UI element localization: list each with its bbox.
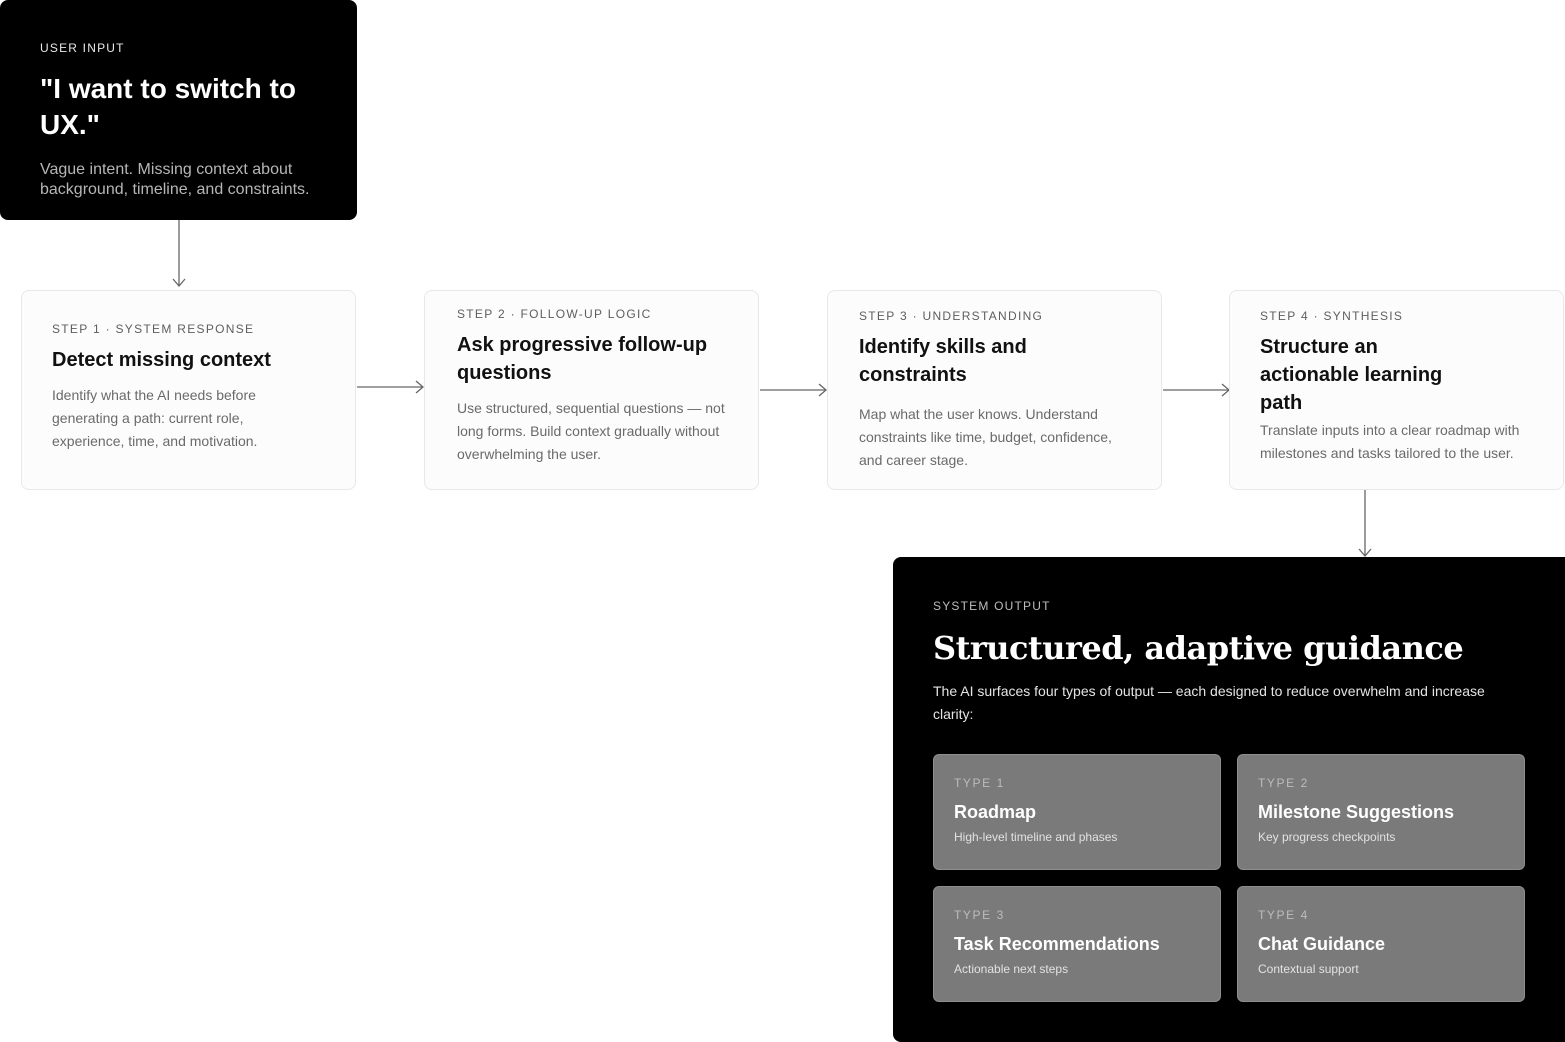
step-description: Use structured, sequential questions — not long forms. Build context gradually without overwhelming the user. <box>457 400 725 462</box>
connector-step1-to-step2 <box>357 378 425 396</box>
system-output-label: SYSTEM OUTPUT <box>933 599 1051 613</box>
step-label: STEP 3 · UNDERSTANDING <box>859 309 1044 323</box>
user-input-quote: "I want to switch to UX." <box>40 73 296 140</box>
type-description: High-level timeline and phases <box>954 830 1118 844</box>
step-card-1 <box>21 290 356 490</box>
step-title: Ask progressive follow-up questions <box>457 334 708 384</box>
type-title: Chat Guidance <box>1258 934 1386 954</box>
output-type-card-roadmap <box>933 754 1221 870</box>
step-card-2 <box>424 290 759 490</box>
connector-step2-to-step3 <box>760 381 828 399</box>
step-label: STEP 2 · FOLLOW-UP LOGIC <box>457 307 652 321</box>
step-title: Structure an actionable learning path <box>1260 336 1443 414</box>
user-input-description: Vague intent. Missing context about background, timeline, and constraints. <box>40 161 310 198</box>
connector-input-to-step1 <box>170 220 188 290</box>
type-label: TYPE 2 <box>1258 776 1309 790</box>
step-card-4 <box>1229 290 1564 490</box>
connector-step4-to-output <box>1356 490 1374 558</box>
output-type-card-milestones <box>1237 754 1525 870</box>
type-description: Contextual support <box>1258 962 1359 976</box>
step-description: Identify what the AI needs before generating a path: current role, experience, time, and motivation. <box>52 387 258 449</box>
step-description: Map what the user knows. Understand constraints like time, budget, confidence, and career stage. <box>859 406 1112 468</box>
step-description: Translate inputs into a clear roadmap with milestones and tasks tailored to the user. <box>1260 422 1520 461</box>
type-title: Milestone Suggestions <box>1258 802 1455 822</box>
system-output-description: The AI surfaces four types of output — each designed to reduce overwhelm and increase clarity: <box>933 683 1485 722</box>
step-card-3 <box>827 290 1162 490</box>
connector-step3-to-step4 <box>1163 381 1231 399</box>
user-input-card <box>0 0 357 220</box>
type-description: Key progress checkpoints <box>1258 830 1396 844</box>
type-title: Roadmap <box>954 802 1037 822</box>
type-description: Actionable next steps <box>954 962 1069 976</box>
step-title: Detect missing context <box>52 349 271 371</box>
system-output-card <box>893 557 1565 1042</box>
type-title: Task Recommendations <box>954 934 1160 954</box>
type-label: TYPE 1 <box>954 776 1005 790</box>
step-label: STEP 1 · SYSTEM RESPONSE <box>52 322 255 336</box>
step-title: Identify skills and constraints <box>859 336 1027 386</box>
type-label: TYPE 4 <box>1258 908 1309 922</box>
system-output-title: Structured, adaptive guidance <box>933 629 1464 667</box>
output-type-card-tasks <box>933 886 1221 1002</box>
type-label: TYPE 3 <box>954 908 1005 922</box>
output-type-card-chat <box>1237 886 1525 1002</box>
user-input-label: USER INPUT <box>40 41 125 55</box>
step-label: STEP 4 · SYNTHESIS <box>1260 309 1404 323</box>
output-types-grid <box>933 754 1525 1002</box>
